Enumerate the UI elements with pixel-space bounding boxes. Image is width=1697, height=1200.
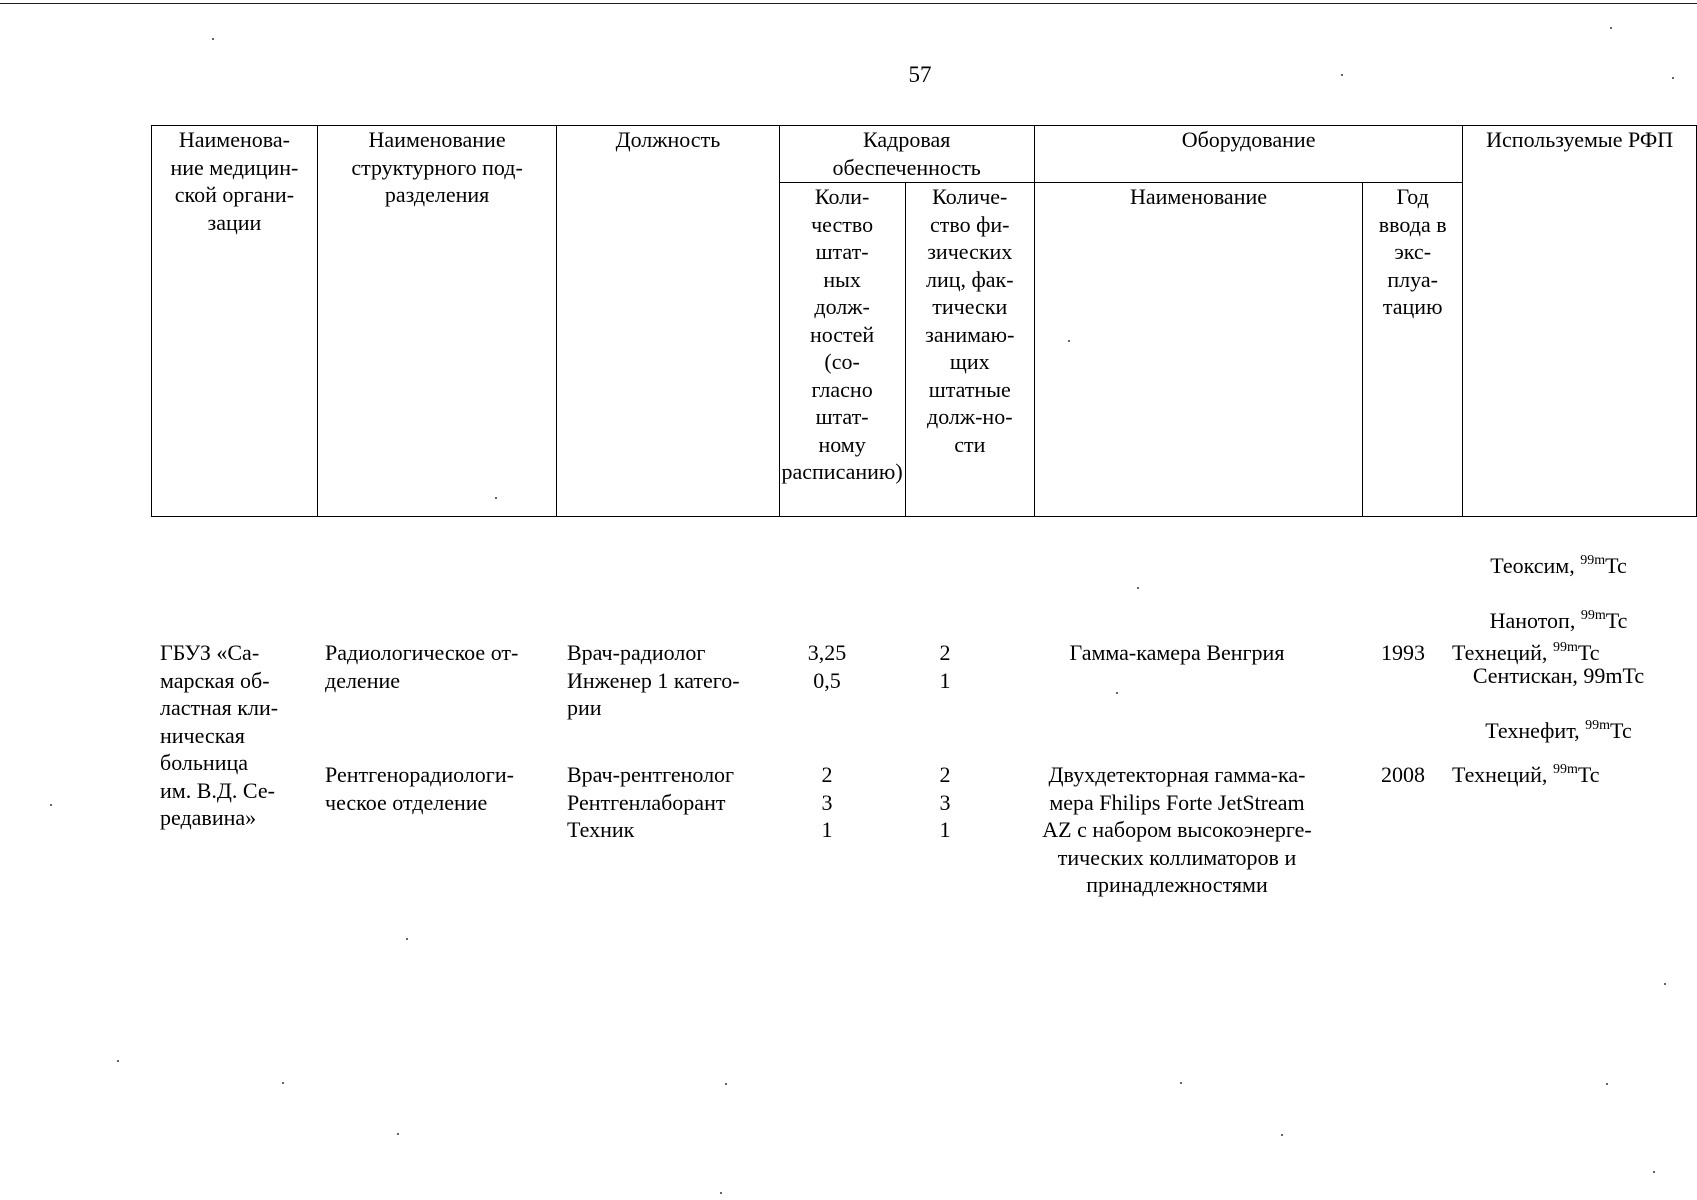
- staff-count: 3,25 0,5: [807, 640, 847, 693]
- physical-count: 2 1: [939, 640, 951, 693]
- physical-count: 2 3 1: [939, 762, 951, 842]
- rfp-item: Сентискан, 99mTc: [1472, 662, 1645, 688]
- header-rfp: Используемые РФП: [1463, 126, 1697, 517]
- page-number: 57: [908, 62, 932, 87]
- scan-speck: [1653, 1171, 1655, 1173]
- equipment-name: Двухдетекторная гамма-ка- мера Fhilips Forte JetStream AZ с набором высокоэнерге- тических коллиматоров и принадлежностями: [1042, 762, 1312, 897]
- header-position: Должность: [557, 126, 779, 517]
- header-physical-count: Количе- ство фи- зических лиц, фак- тически занимаю- щих штатные долж-но- сти: [905, 183, 1034, 517]
- organization-name: ГБУЗ «Са- марская об- ластная кли- ническая больница им. В.Д. Се- редавина»: [160, 640, 279, 830]
- header-equipment: Оборудование: [1034, 126, 1462, 183]
- scan-speck: [282, 1082, 284, 1084]
- staff-count: 2 3 1: [821, 762, 833, 842]
- position-list: Врач-радиолог Инженер 1 катего- рии: [567, 640, 740, 720]
- header-staff-count: Коли- чество штат- ных долж- ностей (со- гласно штат- ному расписанию): [779, 183, 905, 517]
- scan-speck: [1610, 27, 1612, 29]
- scan-speck: [495, 497, 497, 499]
- rfp-used: Технеций, $^{99m}$Tc: [1452, 762, 1600, 787]
- scan-speck: [725, 1083, 727, 1085]
- scan-speck: [1068, 340, 1070, 342]
- equipment-name: Гамма-камера Венгрия: [1069, 640, 1285, 665]
- scan-speck: [720, 1192, 722, 1194]
- commission-year: 2008: [1381, 762, 1425, 787]
- header-staffing: Кадровая обеспеченность: [779, 126, 1034, 183]
- header-commission-year: Год ввода в экс- плуа- тацию: [1363, 183, 1463, 517]
- scan-speck: [397, 1133, 399, 1135]
- scan-speck: [1137, 587, 1139, 589]
- scan-speck: [1672, 77, 1674, 79]
- rfp-item: Технефит, $^{99m}$Tc: [1485, 717, 1632, 743]
- scan-speck: [1606, 1083, 1608, 1085]
- scan-speck: [117, 1060, 119, 1062]
- department-name: Радиологическое от- деление: [325, 640, 519, 693]
- header-organization: Наименова- ние медицин- ской органи- зации: [152, 126, 318, 517]
- scan-speck: [1664, 983, 1666, 985]
- scan-speck: [50, 804, 52, 806]
- scan-speck: [1116, 692, 1118, 694]
- scan-speck: [1180, 1082, 1182, 1084]
- rfp-item: Нанотоп, $^{99m}$Tc: [1489, 607, 1628, 633]
- rfp-used: Технеций, $^{99m}$Tc: [1452, 640, 1600, 665]
- scan-speck: [406, 938, 408, 940]
- scan-speck: [1281, 1134, 1283, 1136]
- header-department: Наименование структурного под- разделения: [317, 126, 557, 517]
- commission-year: 1993: [1381, 640, 1425, 665]
- department-name: Рентгенорадиологи- ческое отделение: [325, 762, 514, 815]
- rfp-item: Теоксим, $^{99m}$Tc: [1490, 552, 1627, 578]
- header-equipment-name: Наименование: [1034, 183, 1362, 517]
- scan-speck: [1341, 74, 1343, 76]
- scan-speck: [212, 38, 214, 40]
- position-list: Врач-рентгенолог Рентгенлаборант Техник: [567, 762, 735, 842]
